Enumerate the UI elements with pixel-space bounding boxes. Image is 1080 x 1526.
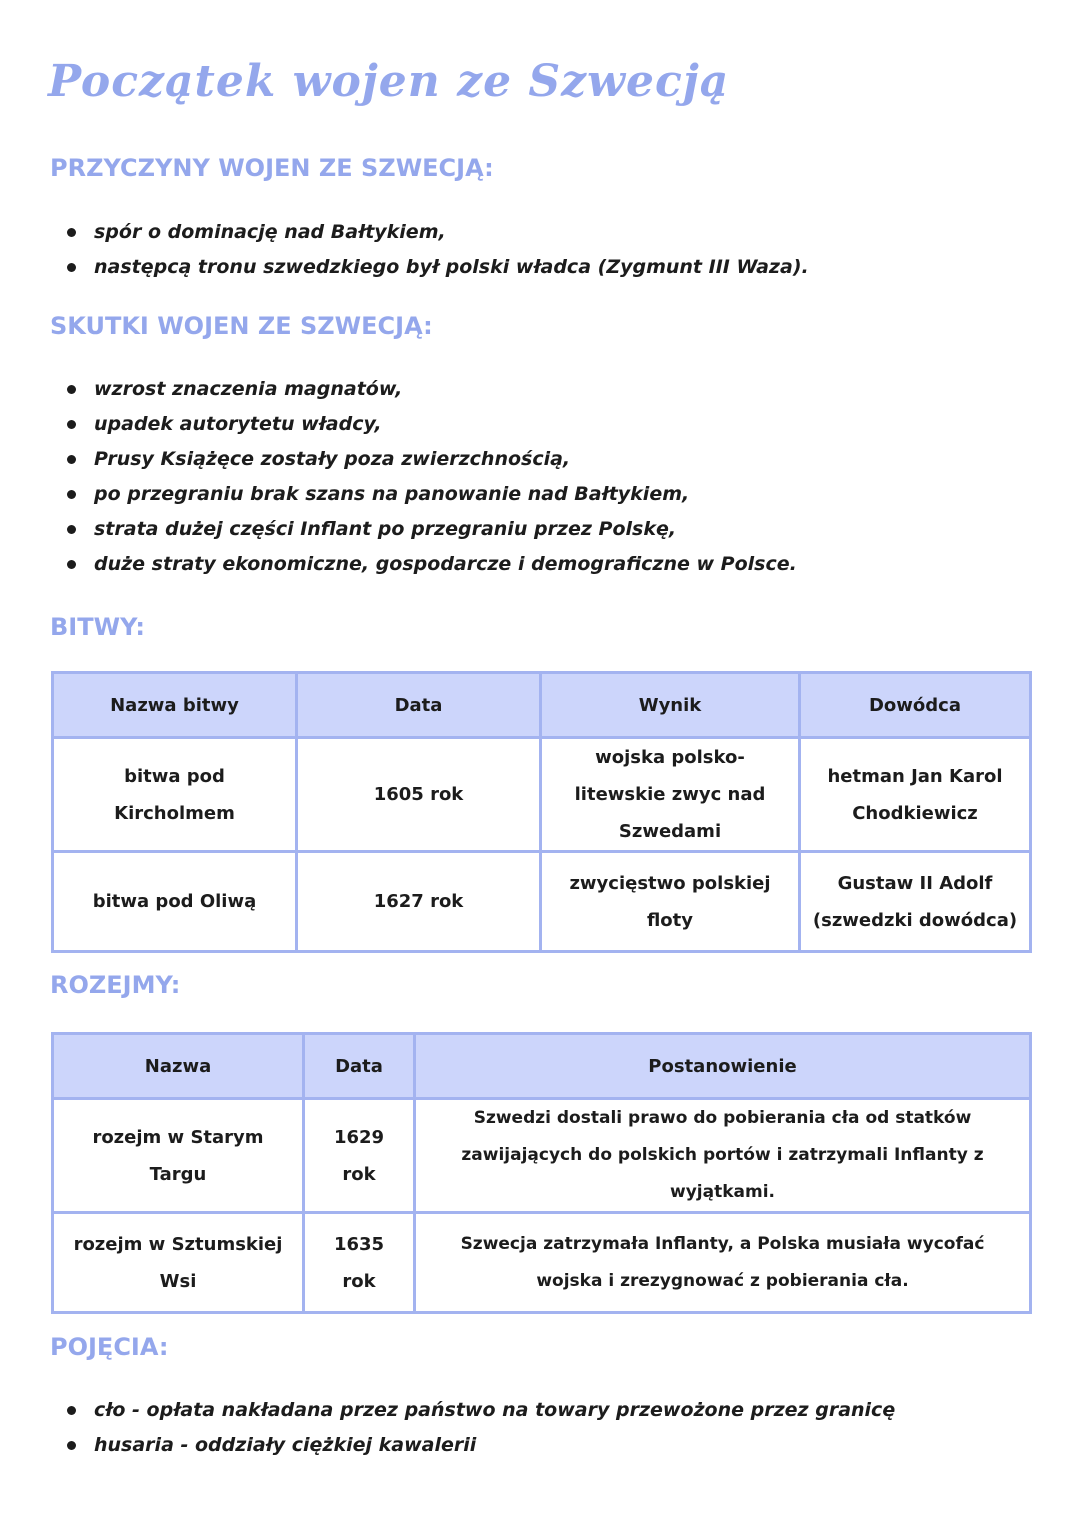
effects-list <box>50 374 797 584</box>
concepts-list <box>50 1395 895 1465</box>
battles-table <box>51 671 1032 953</box>
list-item: strata dużej części Inflant po przegraniu przez Polskę, <box>50 514 797 549</box>
list-item: Prusy Książęce zostały poza zwierzchnością, <box>50 444 797 479</box>
list-item: husaria - oddziały ciężkiej kawalerii <box>50 1430 895 1465</box>
truce-name: rozejm w Starym Targu <box>53 1099 304 1213</box>
battle-commander: hetman Jan Karol Chodkiewicz <box>800 738 1031 852</box>
truce-provision: Szwecja zatrzymała Inflanty, a Polska musiała wycofać wojska i zrezygnować z pobierania cła. <box>415 1213 1031 1313</box>
truce-date: 1635 rok <box>304 1213 415 1313</box>
effects-heading: SKUTKI WOJEN ZE SZWECJĄ: <box>50 312 433 340</box>
table-row <box>53 738 1031 852</box>
concepts-heading: POJĘCIA: <box>50 1333 169 1361</box>
causes-heading: PRZYCZYNY WOJEN ZE SZWECJĄ: <box>50 154 494 182</box>
battle-date: 1627 rok <box>297 852 541 952</box>
column-header: Postanowienie <box>415 1034 1031 1099</box>
page-title: Początek wojen ze Szwecją <box>48 56 730 107</box>
battle-commander: Gustaw II Adolf (szwedzki dowódca) <box>800 852 1031 952</box>
column-header: Nazwa bitwy <box>53 673 297 738</box>
table-row <box>53 852 1031 952</box>
list-item: wzrost znaczenia magnatów, <box>50 374 797 409</box>
list-item: po przegraniu brak szans na panowanie nad Bałtykiem, <box>50 479 797 514</box>
causes-list <box>50 217 809 287</box>
list-item: duże straty ekonomiczne, gospodarcze i demograficzne w Polsce. <box>50 549 797 584</box>
battles-heading: BITWY: <box>50 613 145 641</box>
truce-date: 1629 rok <box>304 1099 415 1213</box>
table-header-row <box>53 1034 1031 1099</box>
list-item: następcą tronu szwedzkiego był polski władca (Zygmunt III Waza). <box>50 252 809 287</box>
table-row <box>53 1213 1031 1313</box>
truces-table <box>51 1032 1032 1314</box>
battle-name: bitwa pod Oliwą <box>53 852 297 952</box>
truce-provision: Szwedzi dostali prawo do pobierania cła od statków zawijających do polskich portów i zatrzymali Inflanty z wyjątkami. <box>415 1099 1031 1213</box>
column-header: Wynik <box>541 673 800 738</box>
truces-heading: ROZEJMY: <box>50 971 181 999</box>
column-header: Nazwa <box>53 1034 304 1099</box>
battle-date: 1605 rok <box>297 738 541 852</box>
column-header: Data <box>304 1034 415 1099</box>
column-header: Data <box>297 673 541 738</box>
table-header-row <box>53 673 1031 738</box>
list-item: upadek autorytetu władcy, <box>50 409 797 444</box>
list-item: cło - opłata nakładana przez państwo na towary przewożone przez granicę <box>50 1395 895 1430</box>
column-header: Dowódca <box>800 673 1031 738</box>
table-row <box>53 1099 1031 1213</box>
list-item: spór o dominację nad Bałtykiem, <box>50 217 809 252</box>
battle-name: bitwa pod Kircholmem <box>53 738 297 852</box>
truce-name: rozejm w Sztumskiej Wsi <box>53 1213 304 1313</box>
battle-result: zwycięstwo polskiej floty <box>541 852 800 952</box>
battle-result: wojska polsko-litewskie zwyc nad Szwedami <box>541 738 800 852</box>
